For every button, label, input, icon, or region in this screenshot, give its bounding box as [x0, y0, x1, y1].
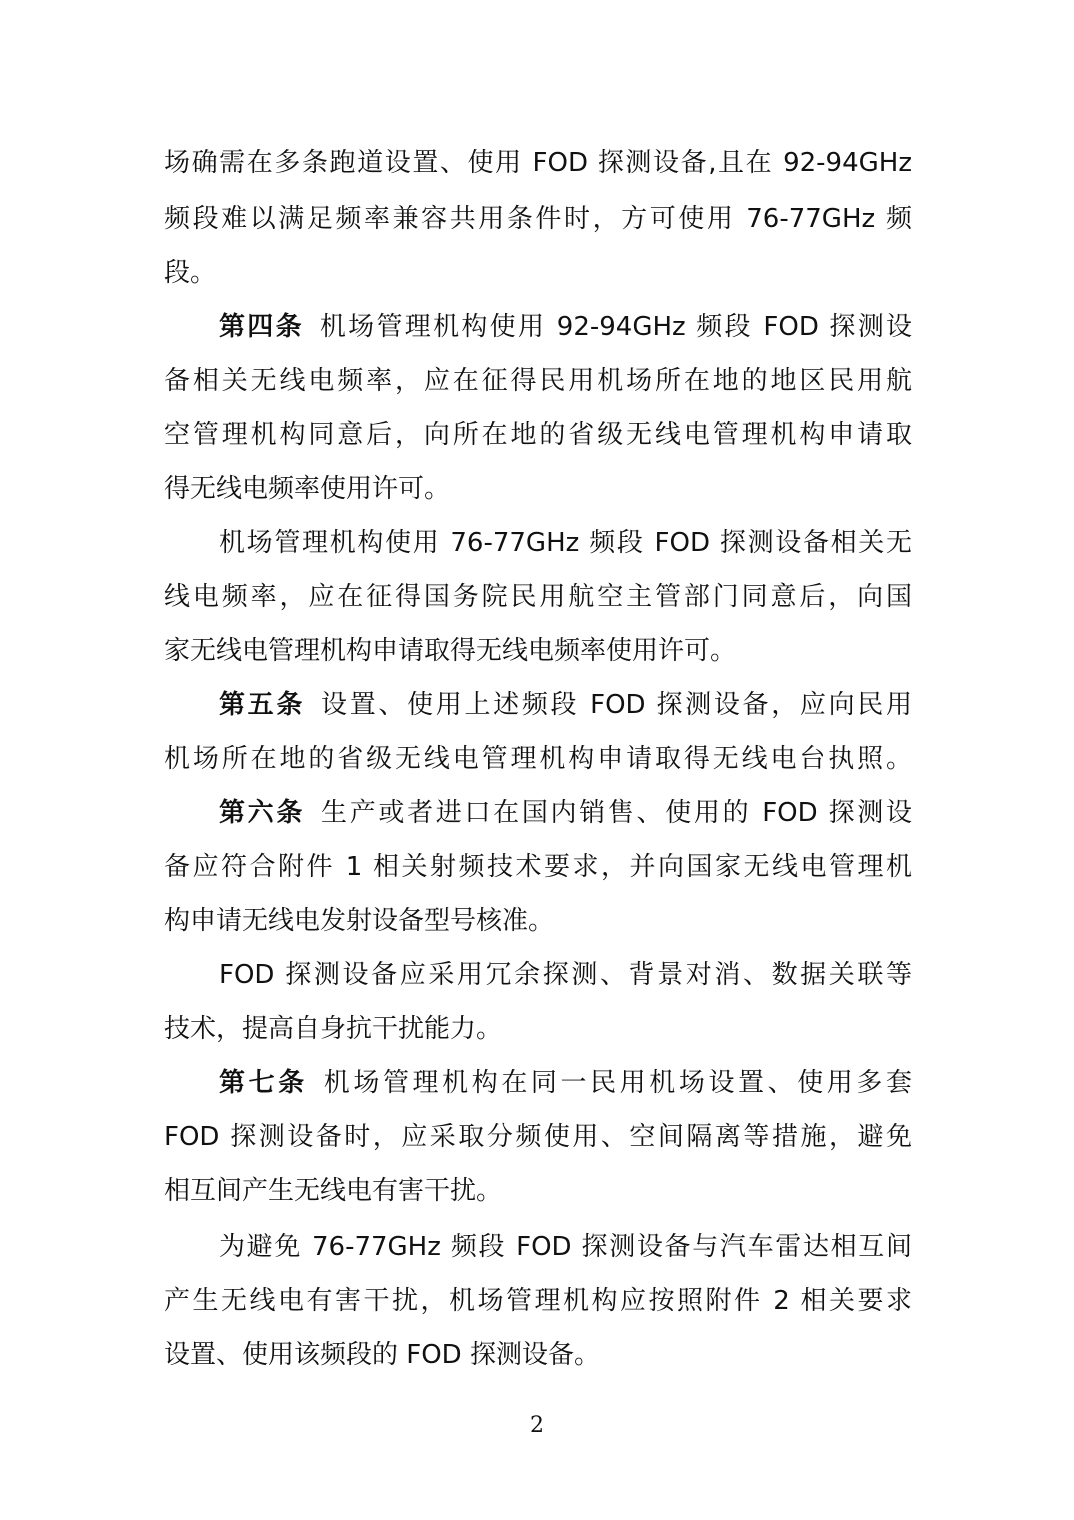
text-line: FOD 探测设备时，应采取分频使用、空间隔离等措施，避免 [164, 1122, 912, 1152]
text-line: 备相关无线电频率，应在征得民用机场所在地的地区民用航 [164, 366, 912, 396]
text-line: 为避免 76-77GHz 频段 FOD 探测设备与汽车雷达相互间 [219, 1232, 912, 1262]
text-line: 构申请无线电发射设备型号核准。 [164, 906, 555, 936]
text-line: 线电频率，应在征得国务院民用航空主管部门同意后，向国 [164, 582, 912, 612]
text-line: 技术，提高自身抗干扰能力。 [164, 1014, 503, 1044]
text-line: FOD 探测设备应采用冗余探测、背景对消、数据关联等 [219, 960, 912, 990]
text-line: 得无线电频率使用许可。 [164, 474, 451, 504]
article-heading: 第五条 [219, 690, 306, 720]
article-4-first-line [219, 312, 912, 342]
text-line: 频段难以满足频率兼容共用条件时，方可使用 76-77GHz 频 [164, 204, 912, 234]
page-number: 2 [530, 1413, 544, 1438]
article-heading: 第七条 [219, 1068, 308, 1098]
article-heading: 第四条 [219, 312, 304, 342]
text-line: 家无线电管理机构申请取得无线电频率使用许可。 [164, 636, 737, 666]
text-line: 机场管理机构使用 92-94GHz 频段 FOD 探测设 [319, 312, 912, 342]
text-line: 设置、使用该频段的 FOD 探测设备。 [164, 1340, 600, 1370]
text-line: 产生无线电有害干扰，机场管理机构应按照附件 2 相关要求 [164, 1286, 912, 1316]
text-line: 备应符合附件 1 相关射频技术要求，并向国家无线电管理机 [164, 852, 912, 882]
article-6-first-line [219, 798, 912, 828]
article-7-first-line [219, 1068, 912, 1098]
text-line: 空管理机构同意后，向所在地的省级无线电管理机构申请取 [164, 420, 912, 450]
article-heading: 第六条 [219, 798, 306, 828]
text-line: 机场所在地的省级无线电管理机构申请取得无线电台执照。 [164, 744, 912, 774]
text-line: 段。 [164, 258, 217, 288]
text-line: 设置、使用上述频段 FOD 探测设备，应向民用 [321, 690, 912, 720]
text-line: 机场管理机构在同一民用机场设置、使用多套 [323, 1068, 912, 1098]
text-line: 场确需在多条跑道设置、使用 FOD 探测设备,且在 92-94GHz [164, 148, 912, 178]
text-line: 生产或者进口在国内销售、使用的 FOD 探测设 [321, 798, 912, 828]
article-5-first-line [219, 690, 912, 720]
text-line: 相互间产生无线电有害干扰。 [164, 1176, 503, 1206]
text-line: 机场管理机构使用 76-77GHz 频段 FOD 探测设备相关无 [219, 528, 912, 558]
